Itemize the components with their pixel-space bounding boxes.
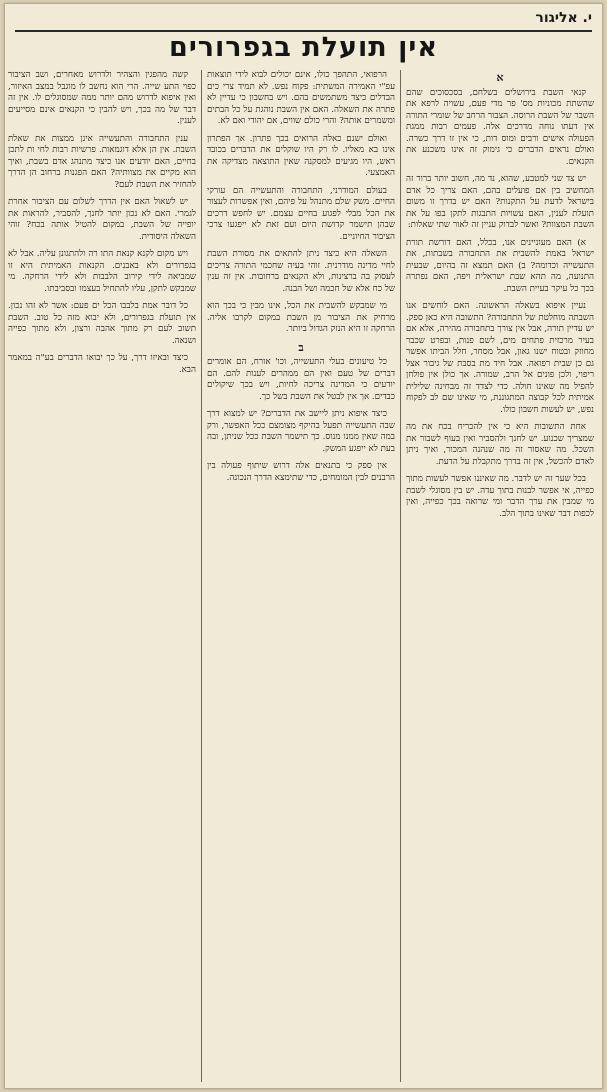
column-divider [400,70,401,1082]
paragraph: בכל שער זה יש לדבר. מה שאיננו אפשר לעשות מתוך כפייה, אי אפשר לבנות בתוך עדה. יש בין מסוגלי לשבת מי שמבין את ערך הדבר ומי שרואה בכך כפייה, ואין לכפות דבר שאינו בתוך הלב. [406,474,594,519]
paragraph: ויש מקום לקנא קנאת התו רה ולהתגונן עליה. אבל לא בגפרורים ולא באבנים. הקנאות האמיתית היא זו שמביאה לידי קירוב הלבבות ולא לידי הרחקה. מי שמבקש לתקן, עליו להתחיל בעצמו ובסביבתו. [8,249,196,294]
newspaper-page [4,3,603,1089]
paragraph: קנאי השבת בירושלים בשלחם, בסכסוכים שהם שהשתת מכוניות מס' פר מדי פעם, עשויה לרפא את השבר של השבת הרוסה. הצבור הרחב של שומרי התורה אין דעתו נוחה מדרכים אלה. פעמים רבות ממגת הפעולה אישים ורבים ומוס דות, כי אין זו דרך כשרה. ואולם נראים הדברים כי גימוק זה אינו משכנע את הקנאים. [406,87,594,167]
column-right [406,70,594,1082]
paragraph: קשה מהפגין והצהיר ולדרוש מאחרים, ושב הציבור כפוי התע שייה. הרי הוא נחשב לו מוגבל במצב האיזור, ואין איפוא לדרוש מהם יותר ממה שמסוגלים לו. אין זה דבר של מה בכך, ויש להבין כי הקנאים אינם מסייעים לענין. [8,70,196,126]
column-middle [207,70,395,1082]
paragraph: כל טיעונים בעלי התעשייה, וכו' אורח, הם אומרים דברים של טעם ואין הם ממהרים לענות להם. הם יודעים כי המדינה צריכה לחיות, ויש בכך שיקולים כבדים. אך אין לבטל את השבת בשל כך. [207,357,395,402]
paragraph: כיצד ובאיזו דרך, על כך יבואו הדברים בע"ה במאמר הבא. [8,353,196,375]
paragraph: השאלה היא כיצד ניתן להתאים את מסורת השבת לחיי מדינה מודרנית. זוהי בעיה שחכמי התורה צריכים לעסוק בה ברצינות, ולא הקנאים ברחובות. אין זה ענין של כח אלא של חכמה ושל הבנה. [207,249,395,294]
author-byline: י. אליגור [535,10,592,26]
paragraph: אין ספק כי בתנאים אלה דרוש שיתוף פעולה בין הרבנים לבין המומחים, כדי שתימצא הדרך הנכונה. [207,461,395,483]
paragraph: נעיין איפוא בשאלה הראשונה. האם לוחשים אנו השבתה מוחלטת של התחבורה? התשובה היא כאן ספק. יש עדיין תורה, אבל אין צורך בתחבורה מהירה, אלא אם בעיר מרכזית פתחים מים, לשם פנות, ובפרט שכבר מחוזק ובטוח ישנו גאון, אבל מסחר, חלל הביתו אפשר גם כן שבית רפואה. אבל חיד מת בסבת של גיבור אצל ריפוי, ולכן פונים אל הרב, שמורה. אך כולן אין פולחן להפיל מה שאינו חולה. כדי לצדד זה מבחינה שלילית אמיתית לכל קבוצה המתגוננת, מי שאינו שם לב לפקוח נפש, יש לעשות חשבון כולו. [406,301,594,415]
paragraph: הרפואי, התהפך כולו, אינם יכולים לבוא לידי תוצאות עפ"י האמירה המשתית: פקוח נפש. לא תמיד צרי כים הבדלים כיצד משתמשים בהם. ויש בחשבון כי עדיין לא פתרה את השאלה. האם אין השבת נוהגת על כל הבתים ומשמרים אותה? והרי כולם שווים, אם יהודי ואם לא. [207,70,395,126]
paragraph: ענין התחבורה והתעשייה אינן ממצות את שאלת השבת. אין הן אלא דוגמאות. פרשיות רבות לחי ות לתכן בחיים, האם יודעים אנו כיצד מתנהג אדם בשבת, ואיך הוא מקיים את מצוותיה? האם הפגנות ברחוב הן הדרך להחזיר את השבת לעם? [8,133,196,190]
paragraph: מי שמבקש להשבית את הכל, אינו מבין כי בכך הוא מרחיק את הציבור מן השבת במקום לקרבו אליה. הרחקה זו היא הנזק הגדול ביותר. [207,301,395,334]
section-marker: א [496,71,504,84]
paragraph: ואולם ישנם כאלה הרואים בכך פתרון. אך הפתרון אינו בא מאליו. לו רק היו שוקלים את הדברים בכובד ראש, היו מגיעים למסקנה שאין התוצאה מצדיקה את האמצעי. [207,133,395,178]
article-header [15,10,592,32]
paragraph: יש צד שני למטבע, שהוא, נד מה, חשוב יותר ברור זה המחשיב בין אם פועלים בהם, האם צריך כל אדם בישראל לדעת על התקנות? האם יש בדרך זו משום תועלת לענין, האם עשויות התבגות לתקן בפו על את השבת המצוות? ואשר לבדוק עניין זה לאור שתי שאלות: [406,174,594,230]
column-divider [201,70,202,1082]
section-marker: ב [298,340,304,354]
column-left [8,70,196,1082]
paragraph: כל דובר אמת בלבבו הכל ים פעם: אשר לא זהו נכון. אין תועלת בגפרורים, ולא יבוא מזה כל טוב. השבת תשוב לעם רק מתוך אהבה ורצון, ולא מתוך כפייה ושנאה. [8,301,196,346]
paragraph: יש לשאול האם אין הדרך לשלום עם הציבור אחרת לגמרי. האם לא נכון יותר לחנך, להסביר, להראות את יופייה של השבת, במקום להטיל אותה בכח? זוהי השאלה היסודית. [8,197,196,242]
article-title: אין תועלת בגפרורים [169,32,438,63]
paragraph: אחת התשובות היא כי אין להכריח בכח את מה שמצריך שכנוע. יש לחנך ולהסביר ואין בעוף לשבור את השכל. מה שאסור זה מה שנהנה המכור, ואיך ניתן לאדם להכשל, אין זה בדרך מתקבלת על הדעת. [406,422,594,467]
paragraph: כיצד איפוא ניתן ליישב את הדברים? יש למצוא דרך שבה התעשייה תפעל בהיקף מצומצם ככל האפשר, ורק במה שאין ממנו מנוס. כך תישמר השבת ככל שניתן, ובה בעת לא ייפגע המשק. [207,409,395,454]
article-columns [8,70,594,1082]
paragraph: א) האם מעוניינים אנו, בכלל, האם דורשת תורת ישראל באמת להשבית את התחבורה בשבתות, את התעשייה וכדומה? ב) האם תמצא זה בהיום, שבעית התנועה, מה תהא שבת ישראלית ויפה, האם נפתרה בכך כל עיקר בעיית השבת. [406,237,594,294]
paragraph: בעולם המודרני, התחבורה והתעשייה הם עורקי החיים. משק שלם מתנהל על פיהם, ואין אפשרות לעצור את הכל מבלי לפגוע בחיים עצמם. יש לחפש דרכים שבהן תישמר קדושת היום ועם זאת לא ייפגעו צרכי הציבור החיוניים. [207,185,395,242]
